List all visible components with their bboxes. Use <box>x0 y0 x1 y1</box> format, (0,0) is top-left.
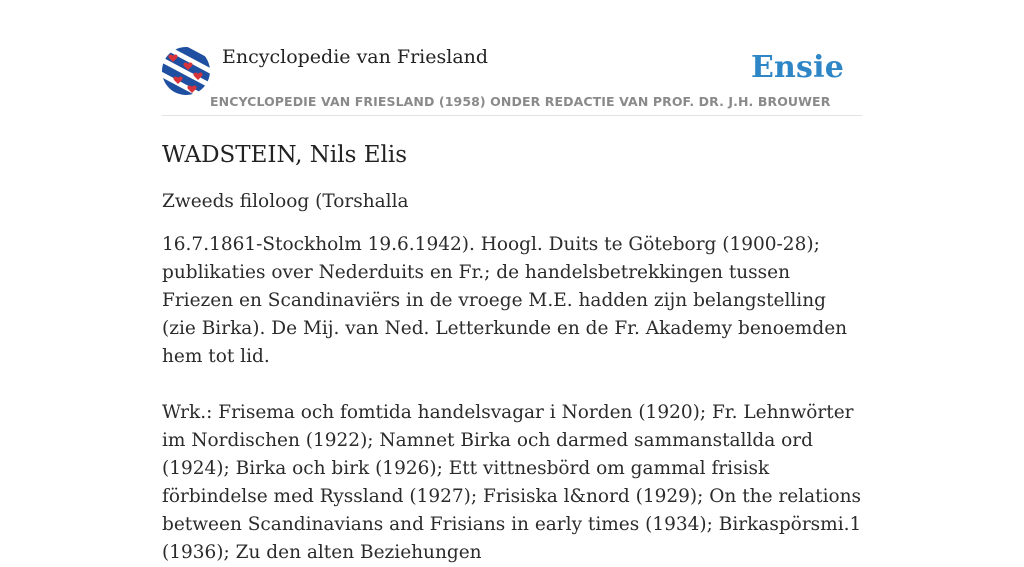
article-paragraph: 16.7.1861-Stockholm 19.6.1942). Hoogl. Duits te Göteborg (1900-28); publikaties over Nederduits en Fr.; de handelsbetrekkingen tussen Friezen en Scandinaviërs in de vroege M.E. hadden zijn belangstelling (zie Birka). De Mij. van Ned. Letterkunde en de Fr. Akademy benoemden hem tot lid. <box>162 234 848 367</box>
article-lead: Zweeds filoloog (Torshalla <box>162 191 409 212</box>
brand-logo[interactable]: Ensie <box>750 50 844 85</box>
site-title[interactable]: Encyclopedie van Friesland <box>222 46 489 68</box>
site-subtitle: ENCYCLOPEDIE VAN FRIESLAND (1958) ONDER REDACTIE VAN PROF. DR. J.H. BROUWER <box>210 94 831 109</box>
article-paragraph: Wrk.: Frisema och fomtida handelsvagar i Norden (1920); Fr. Lehnwörter im Nordischen (1922); Namnet Birka och darmed sammanstallda ord (1924); Birka och birk (1926); Ett vittnesbörd om gammal frisisk förbindelse med Ryssland (1927); Frisiska l&nord (1929); On the relations between Scandinavians and Frisians in early times (1934); Birkaspörsmi.1 (1936); Zu den alten Beziehungen <box>162 402 862 563</box>
frisian-flag-logo-icon[interactable] <box>162 47 210 95</box>
article-headword: WADSTEIN, Nils Elis <box>162 142 408 168</box>
article <box>162 138 862 567</box>
site-header <box>162 44 862 116</box>
